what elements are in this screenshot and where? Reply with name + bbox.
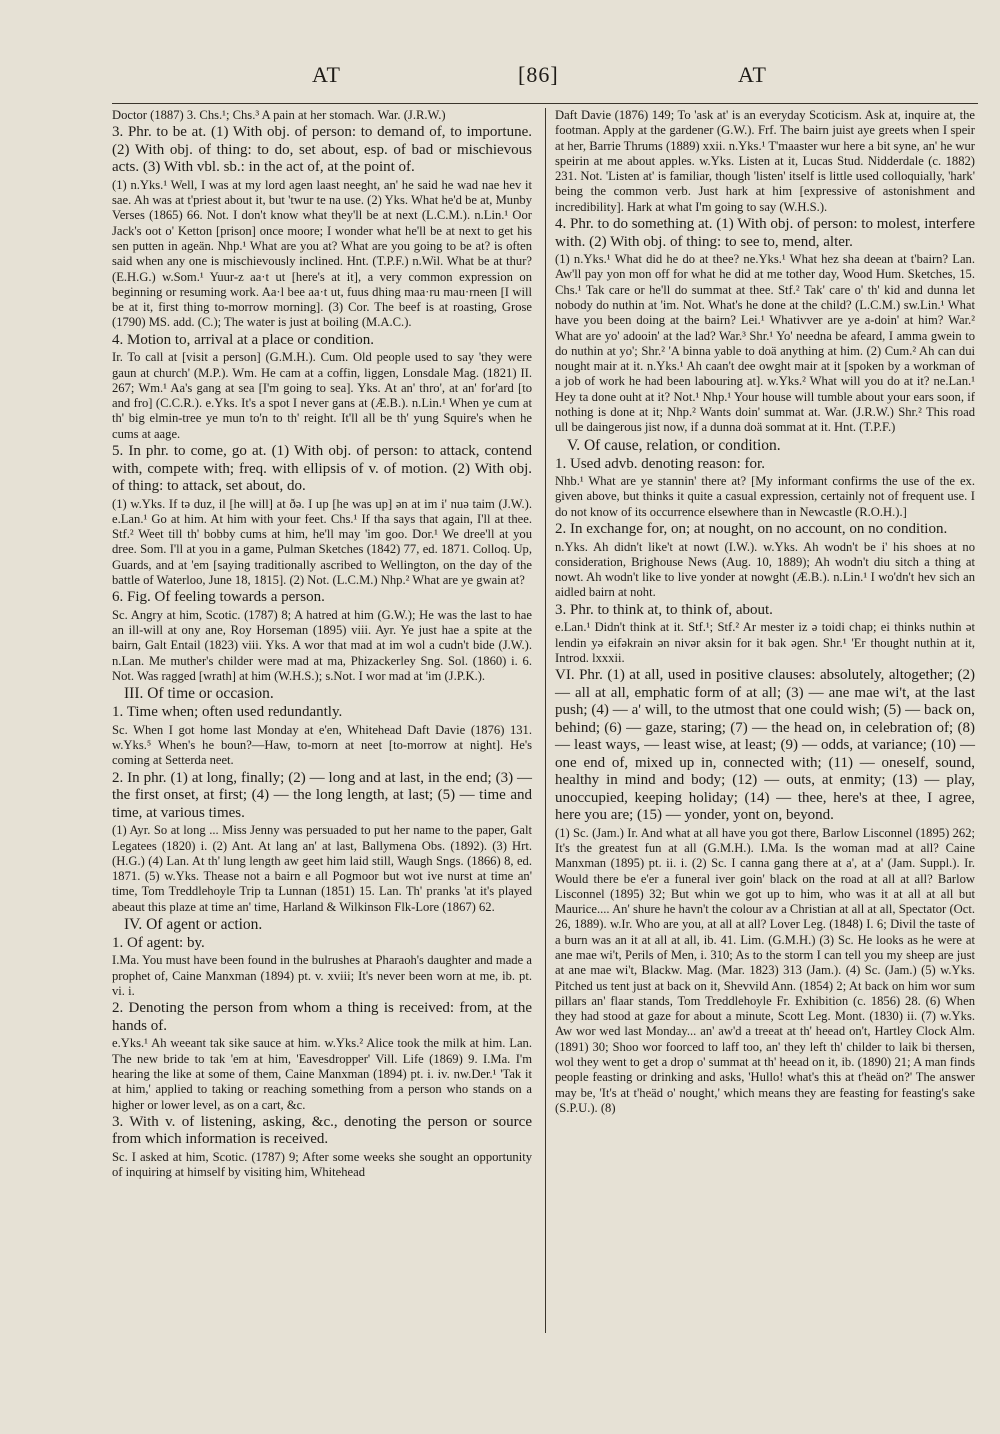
sense-definition: 2. Denoting the person from whom a thing is received: from, at the hands of. xyxy=(112,1000,532,1034)
section-heading: V. Of cause, relation, or condition. xyxy=(567,436,781,454)
citation-paragraph: Sc. I asked at him, Scotic. (1787) 9; After some weeks she sought an opportunity of inquiring at himself by visiting him, Whitehead xyxy=(112,1149,532,1180)
column-divider xyxy=(545,108,546,1333)
sense-definition: 3. Phr. to think at, to think of, about. xyxy=(555,601,773,618)
sense-definition: 2. In exchange for, on; at nought, on no account, on no condition. xyxy=(555,521,948,538)
running-header xyxy=(108,62,980,96)
page-number: [86] xyxy=(518,62,559,87)
citation-paragraph: Doctor (1887) 3. Chs.¹; Chs.³ A pain at her stomach. War. (J.R.W.) xyxy=(112,108,446,122)
citation-paragraph: n.Yks. Ah didn't like't at nowt (I.W.). w.Yks. Ah wodn't be i' his shoes at no consideration, Brighouse News (Aug. 10, 1889); Ah wodn't diu sitch a thing at nowt. Ah wodn't like to live yonder at nowght (Æ.B.). n.Lin.¹ I wo'dn't hev sich an aidled bairn at noht. xyxy=(555,539,975,600)
citation-paragraph: (1) n.Yks.¹ What did he do at thee? ne.Yks.¹ What hez sha deean at t'bairn? Lan. Aw'll pay yon mon off for what he did at me tother day, Wood Hum. Sketches, 15. Chs.¹ Tak care or he'll do summat at thee. Stf.² Tak' care o' th' kid and dunna let nobody do nuthin at 'im. Not. What's he done at the child? (L.C.M.) sw.Lin.¹ What have you been doing at the bairn? Lei.¹ Whativver are ye a-doin' at him? War.² What are yo' adooin' at the lad? War.³ Shr.¹ Yo' needna be afeard, I amma gwein to do nuthin at yo'; Shr.² 'A binna yable to doä anything at him. (2) Cum.² Ah can dui nought mair at it. n.Yks.¹ Ah caan't dee owght mair at it [spoken by a workman of a job of work he had been labouring at]. w.Yks.² What will you do at it? ne.Lan.¹ Hey ta done ouht at it? Not.¹ Nhp.¹ Your house will tumble about your ears soon, if nothing is done at it; Nhp.² Wants doin' summat at. War. (J.R.W.) Shr.² This road ull be daingerous jist now, if a dunna doä sommat at it. Hnt. (T.P.F.) xyxy=(555,252,975,435)
citation-paragraph: (1) w.Yks. If tə duz, il [he will] at ðə. I up [he was up] ən at im i' nuə taim (J.W.). e.Lan.¹ Go at him. At him with your feet. Chs.¹ If tha says that again, I'll at thee. Stf.² Weet till th' bobby cums at him, he'll may 'im goo. Dor.¹ We dree'll at you dree. Som. I'll at you in a game, Pulman Sketches (1842) 77, ed. 1871. Colloq. Up, Guards, and at 'em [saying traditionally ascribed to Wellington, on the day of the battle of Waterloo, June 18, 1815]. (2) Not. (L.C.M.) Nhp.² What are ye gwain at? xyxy=(112,496,532,588)
citation-paragraph: (1) n.Yks.¹ Well, I was at my lord agen laast neeght, an' he said he wad nae hev it sae. Ah was at t'priest about it, but 'twur te na use. (2) Yks. What he'd be at, Munby Verses (1865) 66. Not. I don't know what they'll be at next (L.C.M.). n.Lin.¹ Oor Jack's oot o' Ketton [prison] once moore; I wonder what he'll be at next to get his sen putten in ageän. Nhp.¹ What are you at? What are you going to be at? is often said when any one is mischievously inclined. Hnt. (T.P.F.) n.Wil. What be at thur? (E.H.G.) w.Som.¹ Yuur-z aa·t ut [here's at it], a very common expression on beginning or resuming work. Aa·l bee aa·t ut, fuus dhing maa·ru mau·rneen [I will be at it, first thing to-morrow morning]. (3) Cor. The beef is at roasting, Grose (1790) MS. add. (C.); The water is just at boiling (M.A.C.). xyxy=(112,177,532,330)
citation-paragraph: e.Yks.¹ Ah weeant tak sike sauce at him. w.Yks.² Alice took the milk at him. Lan. The new bride to tak 'em at him, 'Eavesdropper' Vill. Life (1869) 9. I.Ma. I'm hearing the like at some of them, Caine Manxman (1894) pt. i. iv. nw.Der.¹ 'Tak it at him,' applied to taking or reaching something from a person who stands on a higher or lower level, as on a cart, &c. xyxy=(112,1036,532,1112)
sense-definition: 6. Fig. Of feeling towards a person. xyxy=(112,589,325,606)
citation-paragraph: e.Lan.¹ Didn't think at it. Stf.¹; Stf.² Ar mester iz ə toidi chap; ei thinks nuthin ət lendin yə eifəkrain ən nivər aksin for it bak əgen. Shr.¹ 'Er thought nuthin at it, Introd. lxxxii. xyxy=(555,620,975,665)
sense-definition: 2. In phr. (1) at long, finally; (2) — long and at last, in the end; (3) — the first onset, at first; (4) — the long length, at last; (5) — time and time, at various times. xyxy=(112,769,532,821)
citation-paragraph: Sc. Angry at him, Scotic. (1787) 8; A hatred at him (G.W.); He was the last to hae an ill-will at ony ane, Roy Horseman (1895) viii. Ayr. Ye just hae a spite at the bairn, Galt Entail (1823) viii. Yks. A wor that mad at im wol a cudn't bide (J.W.). n.Lan. Me muther's childer were mad at ma, Phizackerley Sng. Sol. (1860) i. 6. Not. Was ragged [wrath] at him (W.H.S.); s.Not. I wor mad at 'im (J.P.K.). xyxy=(112,607,532,684)
sense-definition: VI. Phr. (1) at all, used in positive clauses: absolutely, altogether; (2) — all at all, emphatic form of at all; (3) — ane mae wi't, at the last push; (4) — a' will, to the utmost that one could wish; (5) — back on, behind; (6) — gaze, staring; (7) — the head on, in celebration of; (8) — least ways, — least wise, at least; (9) — odds, at variance; (10) — one end of, mixed up in, connected with; (11) — oneself, sound, healthy in mind and body; (12) — outs, at enmity; (13) — play, unoccupied, keeping holiday; (14) — thee, here's at thee, I agree, here you are; (15) — yonder, yont on, beyond. xyxy=(555,667,975,824)
sense-definition: 1. Time when; often used redundantly. xyxy=(112,704,343,721)
sense-definition: 1. Used advb. denoting reason: for. xyxy=(555,455,765,472)
citation-paragraph: Daft Davie (1876) 149; To 'ask at' is an everyday Scoticism. Ask at, inquire at, the footman. Apply at the gardener (G.W.). Frf. The bairn juist aye greets when I speir at her, Barrie Thrums (1889) xxii. n.Yks.¹ T'maaster wur here a bit syne, an' he wur speirin at me about apples. w.Yks. Listen at it, Lucas Stud. Nidderdale (c. 1882) 231. Not. 'Listen at' is familiar, though 'listen' itself is little used colloquially, 'hark' being the common verb. Just hark at him [expressive of astonishment and incredibility]. Hark at what I'm going to say (W.H.S.). xyxy=(555,108,975,214)
sense-definition: 3. Phr. to be at. (1) With obj. of person: to demand of, to importune. (2) With obj. of thing: to do, set about, esp. of bad or mischievous acts. (3) With vbl. sb.: in the act of, at the point of. xyxy=(112,124,532,176)
sense-definition: 3. With v. of listening, asking, &c., denoting the person or source from which information is received. xyxy=(112,1113,532,1148)
sense-definition: 4. Phr. to do something at. (1) With obj. of person: to molest, interfere with. (2) With obj. of thing: to see to, mend, alter. xyxy=(555,216,975,250)
citation-paragraph: (1) Ayr. So at long ... Miss Jenny was persuaded to put her name to the paper, Galt Legatees (1820) i. (2) Ant. At lang an' at last, Ballymena Obs. (1892). (3) Hrt. (H.G.) (4) Lan. At th' lung length aw geet him laid still, Waugh Sngs. (1866) 8, ed. 1871. (5) w.Yks. Thease not a bairn e all Pogmoor but wot ive nurst at time an' time, Tom Treddlehoyle Trip ta Lunnan (1851) 15. Lan. Th' pranks 'at it's played abeaut this plaze at time an' time, Harland & Wilkinson Flk-Lore (1867) 62. xyxy=(112,823,532,914)
citation-paragraph: (1) Sc. (Jam.) Ir. And what at all have you got there, Barlow Lisconnel (1895) 262; It's the greatest fun at all (G.M.H.). I.Ma. Is the woman mad at all? Caine Manxman (1895) pt. ii. i. (2) Sc. I canna gang there at a', at a' (Jam. Suppl.). Ir. Would there be e'er a funeral iver goin' black on the road at all at all? Barlow Lisconnel (1895) 32; But whin we got up to him, who was it at all at all but Maurice.... An' shure he havn't the colour av a Christian at all at all, Spectator (Oct. 26, 1889). w.Ir. Who are you, at all at all? Lover Leg. (1848) I. 6; Divil the taste of a burn was an it at all at all, ib. 41. Lim. (G.M.H.) (3) Sc. He looks as he were at ane mae wi't, Perils of Men, i. 310; As to the storm I can tell you my sheep are just at ane mae wi't, Blackw. Mag. (Mar. 1823) 313 (Jam.). (4) Sc. (Jam.) (5) w.Yks. Pitched us tent just at back on it, Shevvild Ann. (1854) 2; At back on him wor sum pillars an' flaar stands, Tom Treddlehoyle Fr. Exhibition (c. 1856) 28. (6) When they had stood at gaze for about a minute, Scott Leg. Mont. (1830) ii. (7) w.Yks. Aw wor wed last Monday... an' aw'd a treeat at th' heead on't, Hartley Clock Alm. (1891) 30; Shoo wor foorced to laff too, an' they left th' childer to laik bi thersen, wol they went to get a drop o' summat at th' heead on it, ib. (1890) 21; A man finds people feasting or drinking and asks, 'Hullo! what's this at t'heäd on?' The answer may be, 'It's at t'heäd o' nought,' which means they are feasting for feasting's sake (S.P.U.). (8) xyxy=(555,825,975,1115)
right-column xyxy=(555,108,975,1117)
section-heading: IV. Of agent or action. xyxy=(124,915,263,933)
header-right-headword: AT xyxy=(738,62,767,87)
section-heading: III. Of time or occasion. xyxy=(124,685,274,703)
header-rule xyxy=(112,103,978,104)
sense-definition: 5. In phr. to come, go at. (1) With obj. of person: to attack, contend with, compete with; freq. with ellipsis of v. of motion. (2) With obj. of thing: to attack, set about, do. xyxy=(112,443,532,495)
citation-paragraph: I.Ma. You must have been found in the bulrushes at Pharaoh's daughter and made a prophet of, Caine Manxman (1894) pt. v. xviii; It's never been worn at me, ib. pt. vi. i. xyxy=(112,953,532,999)
citation-paragraph: Ir. To call at [visit a person] (G.M.H.). Cum. Old people used to say 'they were gaun at church' (M.P.). Wm. He cam at a coffin, liggen, Lonsdale Mag. (1821) II. 267; Wm.¹ Aa's gang at sea [I'm going to sea]. Yks. At an' thro', at an' for'ard [to and fro] (C.C.R.). e.Yks. It's a spot I never gans at (Æ.B.). n.Lin.¹ When ye cum at th' big elmin-tree ye mun to'n to th' reight. It'll all be th' yung Squire's when he cums at aage. xyxy=(112,350,532,441)
header-left-headword: AT xyxy=(312,62,341,87)
left-column xyxy=(112,108,532,1181)
sense-definition: 4. Motion to, arrival at a place or condition. xyxy=(112,331,375,348)
citation-paragraph: Nhb.¹ What are ye stannin' there at? [My informant confirms the use of the ex. given above, but thinks it quite a casual expression, certainly not of frequent use. I do not know of its occurrence elsewhere than in Newcastle (R.O.H.).] xyxy=(555,474,975,519)
sense-definition: 1. Of agent: by. xyxy=(112,934,205,951)
citation-paragraph: Sc. When I got home last Monday at e'en, Whitehead Daft Davie (1876) 131. w.Yks.⁵ When's he boun?—Haw, to-morn at neet [to-morrow at night]. He's coming at Setterda neet. xyxy=(112,722,532,768)
